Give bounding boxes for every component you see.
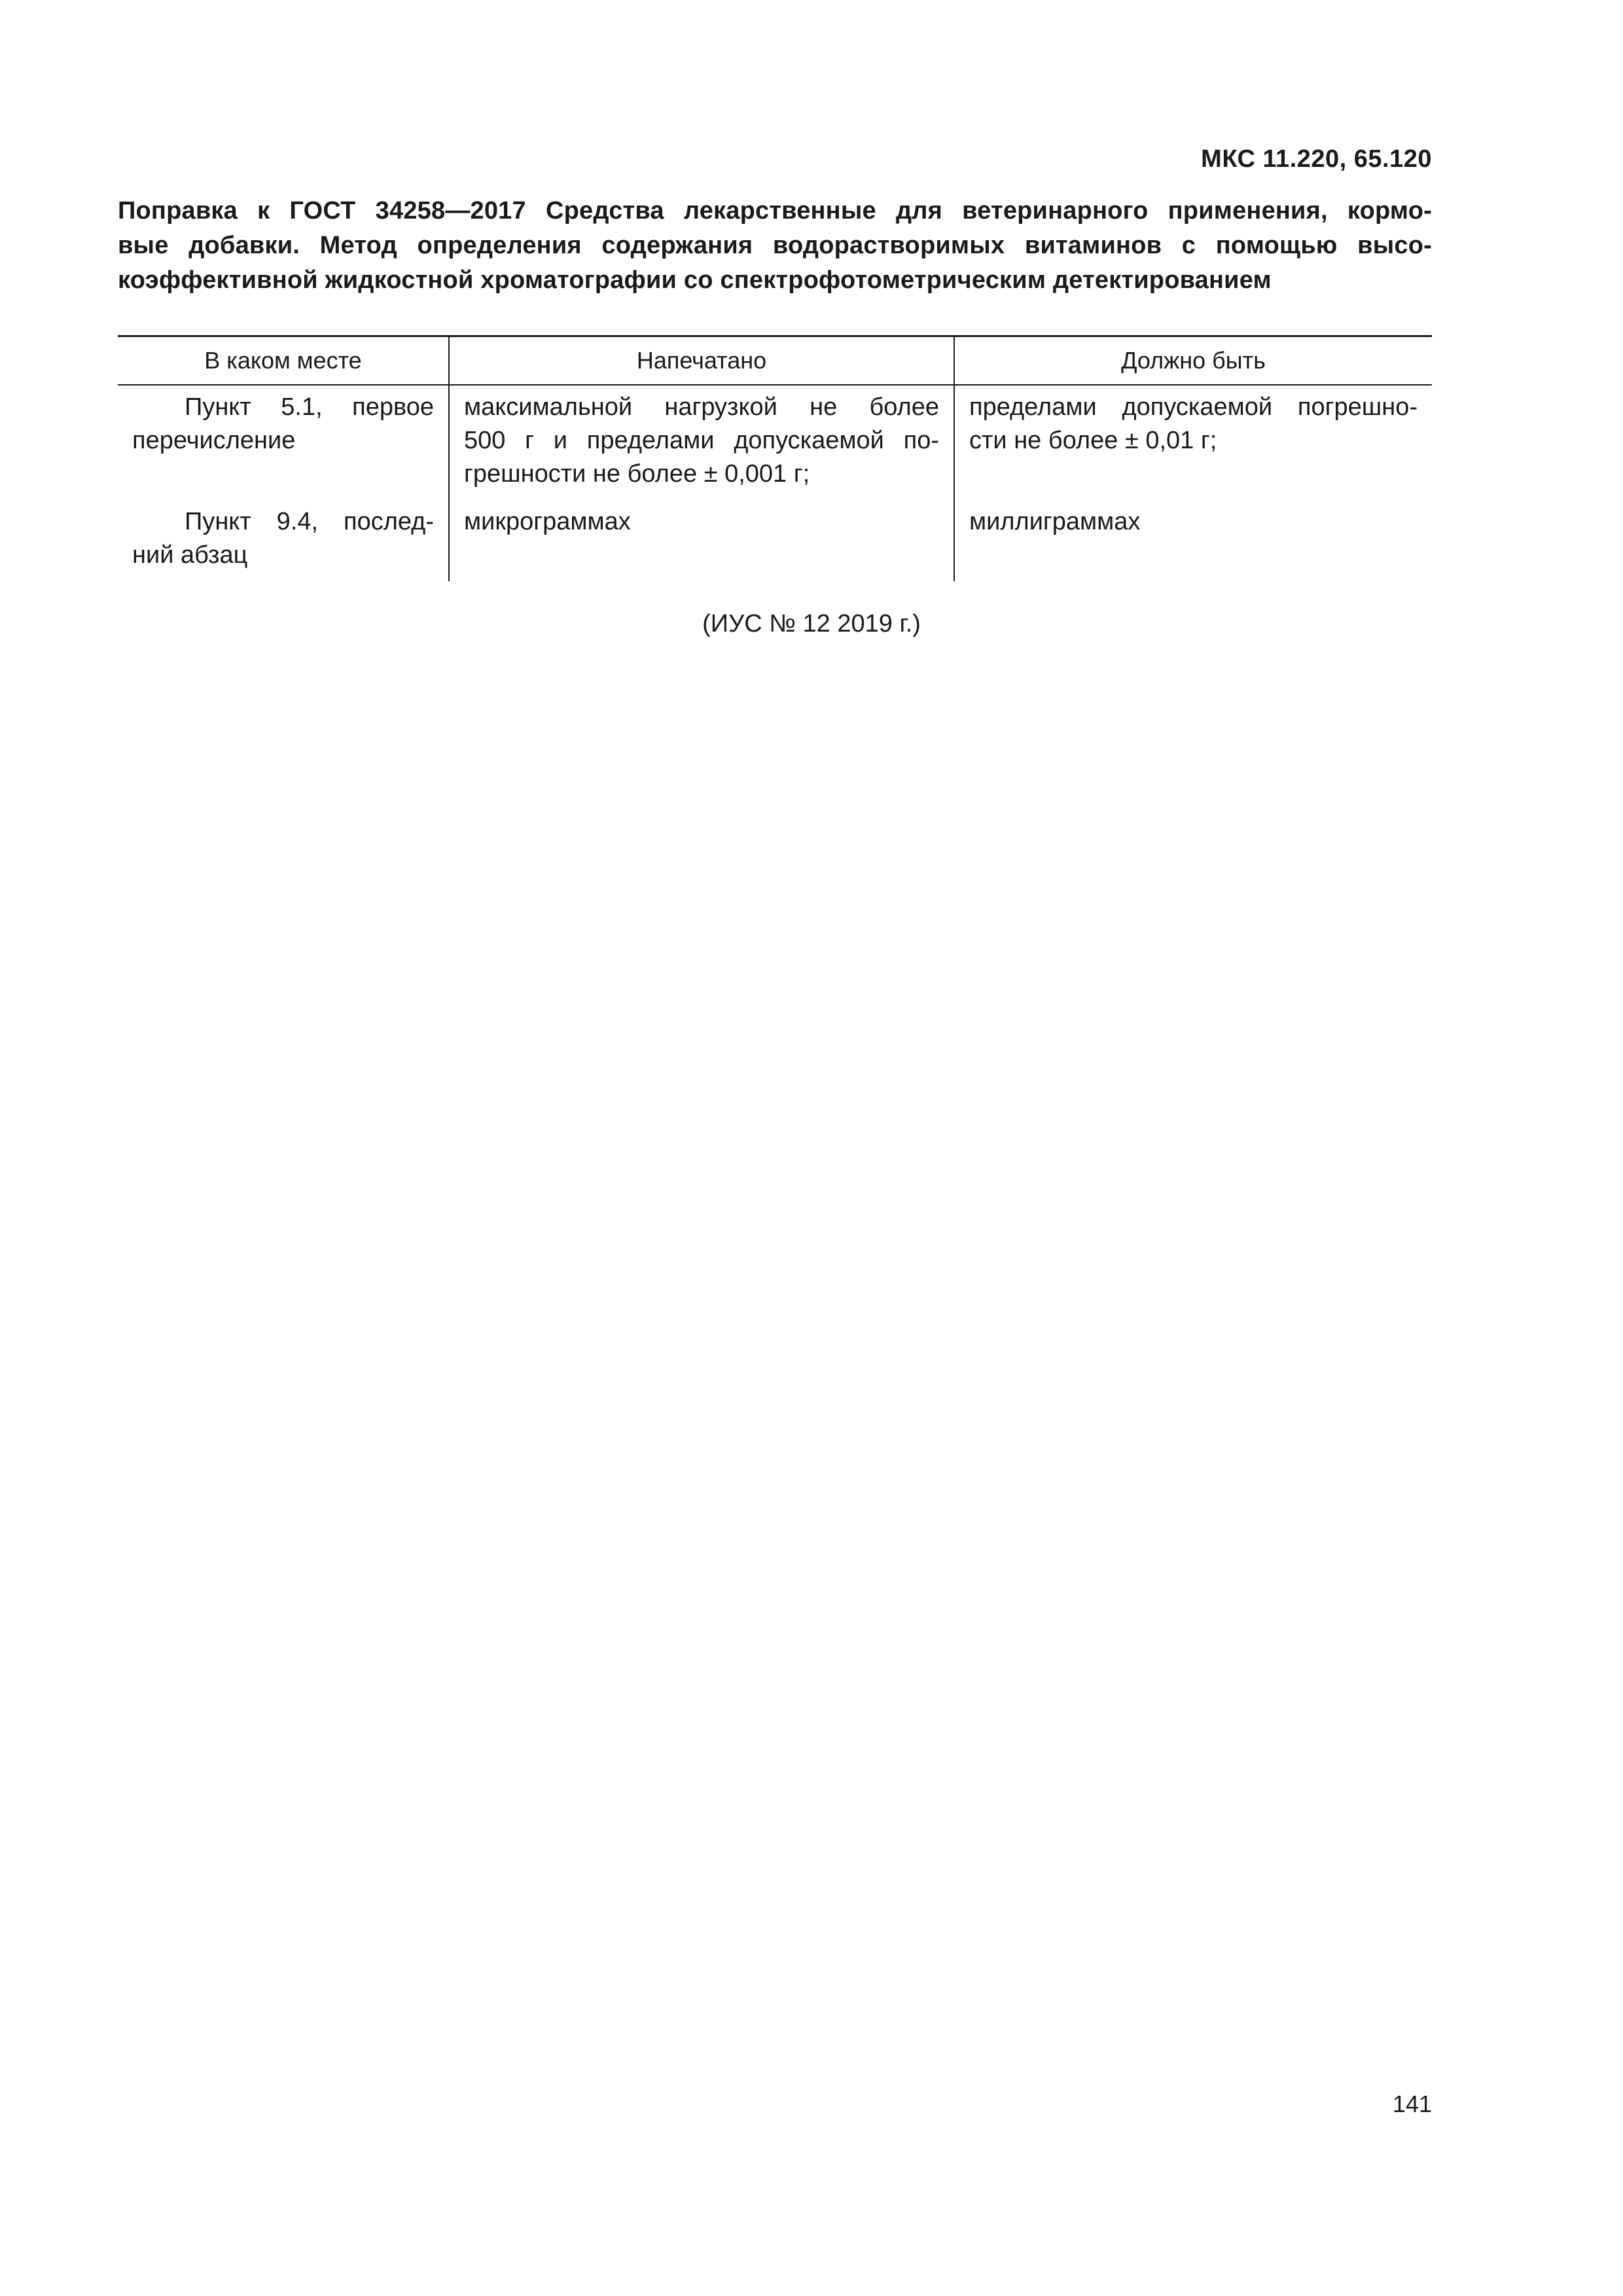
amendment-table [118,335,1432,581]
cell-printed [449,385,954,500]
cell-line: Пункт 5.1, первое [185,393,434,421]
page-number: 141 [1392,2090,1432,2117]
cell-place [118,385,449,500]
amendment-table-container [118,335,1432,581]
cell-should-be [954,500,1432,581]
mks-code: МКС 11.220, 65.120 [1201,145,1432,173]
cell-place [118,500,449,581]
cell-printed [449,500,954,581]
title-line: Поправка к ГОСТ 34258—2017 Средства лекарственные для ветеринарного применения, кормо- [118,197,1432,224]
cell-line: ний абзац [132,541,248,569]
cell-line: 500 г и пределами допускаемой по- [464,427,939,454]
document-title [118,194,1432,298]
title-line: вые добавки. Метод определения содержания водорастворимых витаминов с помощью высо- [118,232,1432,259]
cell-line: грешности не более ± 0,001 г; [464,460,810,488]
column-header-should-be: Должно быть [954,336,1432,386]
cell-line: Пункт 9.4, послед- [185,508,434,535]
cell-line: перечисление [132,427,296,454]
ius-reference: (ИУС № 12 2019 г.) [702,610,921,637]
cell-line: сти не более ± 0,01 г; [969,427,1217,454]
table-row [118,500,1432,581]
table-row [118,385,1432,500]
cell-should-be [954,385,1432,500]
cell-line: миллиграммах [969,508,1141,535]
cell-line: пределами допускаемой погрешно- [969,393,1418,421]
column-header-printed: Напечатано [449,336,954,386]
column-header-place: В каком месте [118,336,449,386]
title-line: коэффективной жидкостной хроматографии со спектрофотометрическим детектированием [118,266,1272,294]
cell-line: микрограммах [464,508,631,535]
cell-line: максимальной нагрузкой не более [464,393,939,421]
table-header-row [118,336,1432,386]
